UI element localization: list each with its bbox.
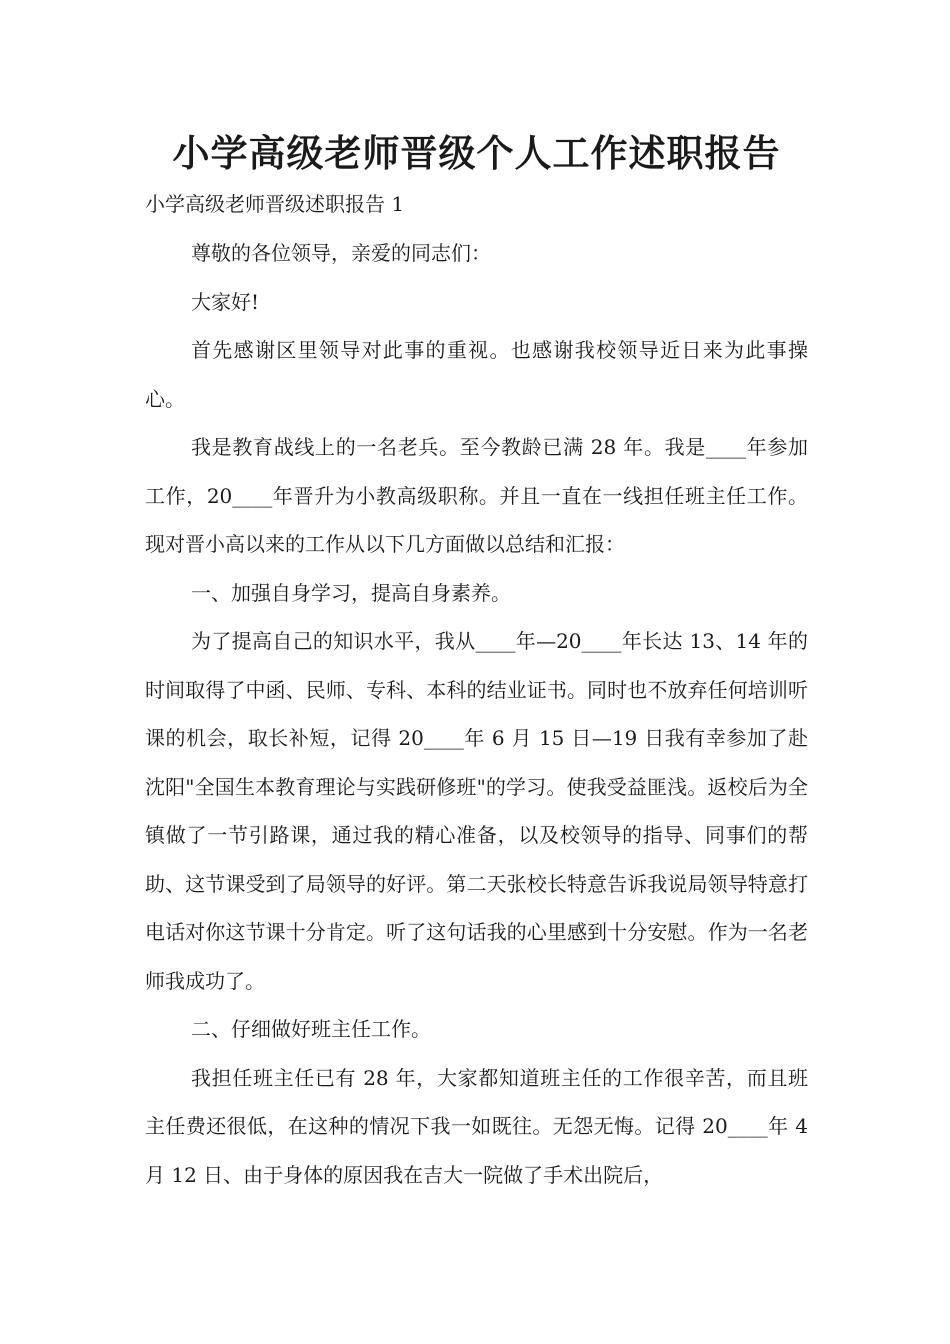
paragraph-thanks: 首先感谢区里领导对此事的重视。也感谢我校领导近日来为此事操心。 — [145, 338, 808, 411]
paragraph-class-teacher: 我担任班主任已有 28 年，大家都知道班主任的工作很辛苦，而且班主任费还很低，在这种的情况下我一如既往。无怨无悔。记得 20____年 4 月 12 日、由于身体的原因我在吉大一院做了手术出院后， — [145, 1065, 808, 1187]
paragraph-salutation: 尊敬的各位领导，亲爱的同志们： — [191, 241, 491, 265]
document-title: 小学高级老师晋级个人工作述职报告 — [172, 131, 781, 175]
paragraph-introduction: 我是教育战线上的一名老兵。至今教龄已满 28 年。我是____年参加工作，20____年晋升为小教高级职称。并且一直在一线担任班主任工作。现对晋小高以来的工作从以下几方面做以总结和汇报： — [145, 435, 808, 556]
document-subtitle: 小学高级老师晋级述职报告 1 — [145, 192, 405, 216]
section-heading-2: 二、仔细做好班主任工作。 — [191, 1017, 431, 1041]
paragraph-greeting: 大家好! — [191, 289, 260, 314]
paragraph-study: 为了提高自己的知识水平，我从____年—20____年长达 13、14 年的时间取得了中函、民师、专科、本科的结业证书。同时也不放弃任何培训听课的机会，取长补短，记得 20____年 6 月 15 日—19 日我有幸参加了赴沈阳"全国生本教育理论与实践研修班"的学习。使我受益匪浅。返校后为全镇做了一节引路课，通过我的精心准备，以及校领导的指导、同事们的帮助、这节课受到了局领导的好评。第二天张校长特意告诉我说局领导特意打电话对你这节课十分肯定。听了这句话我的心里感到十分安慰。作为一名老师我成功了。 — [145, 629, 808, 993]
section-heading-1: 一、加强自身学习，提高自身素养。 — [191, 580, 511, 605]
